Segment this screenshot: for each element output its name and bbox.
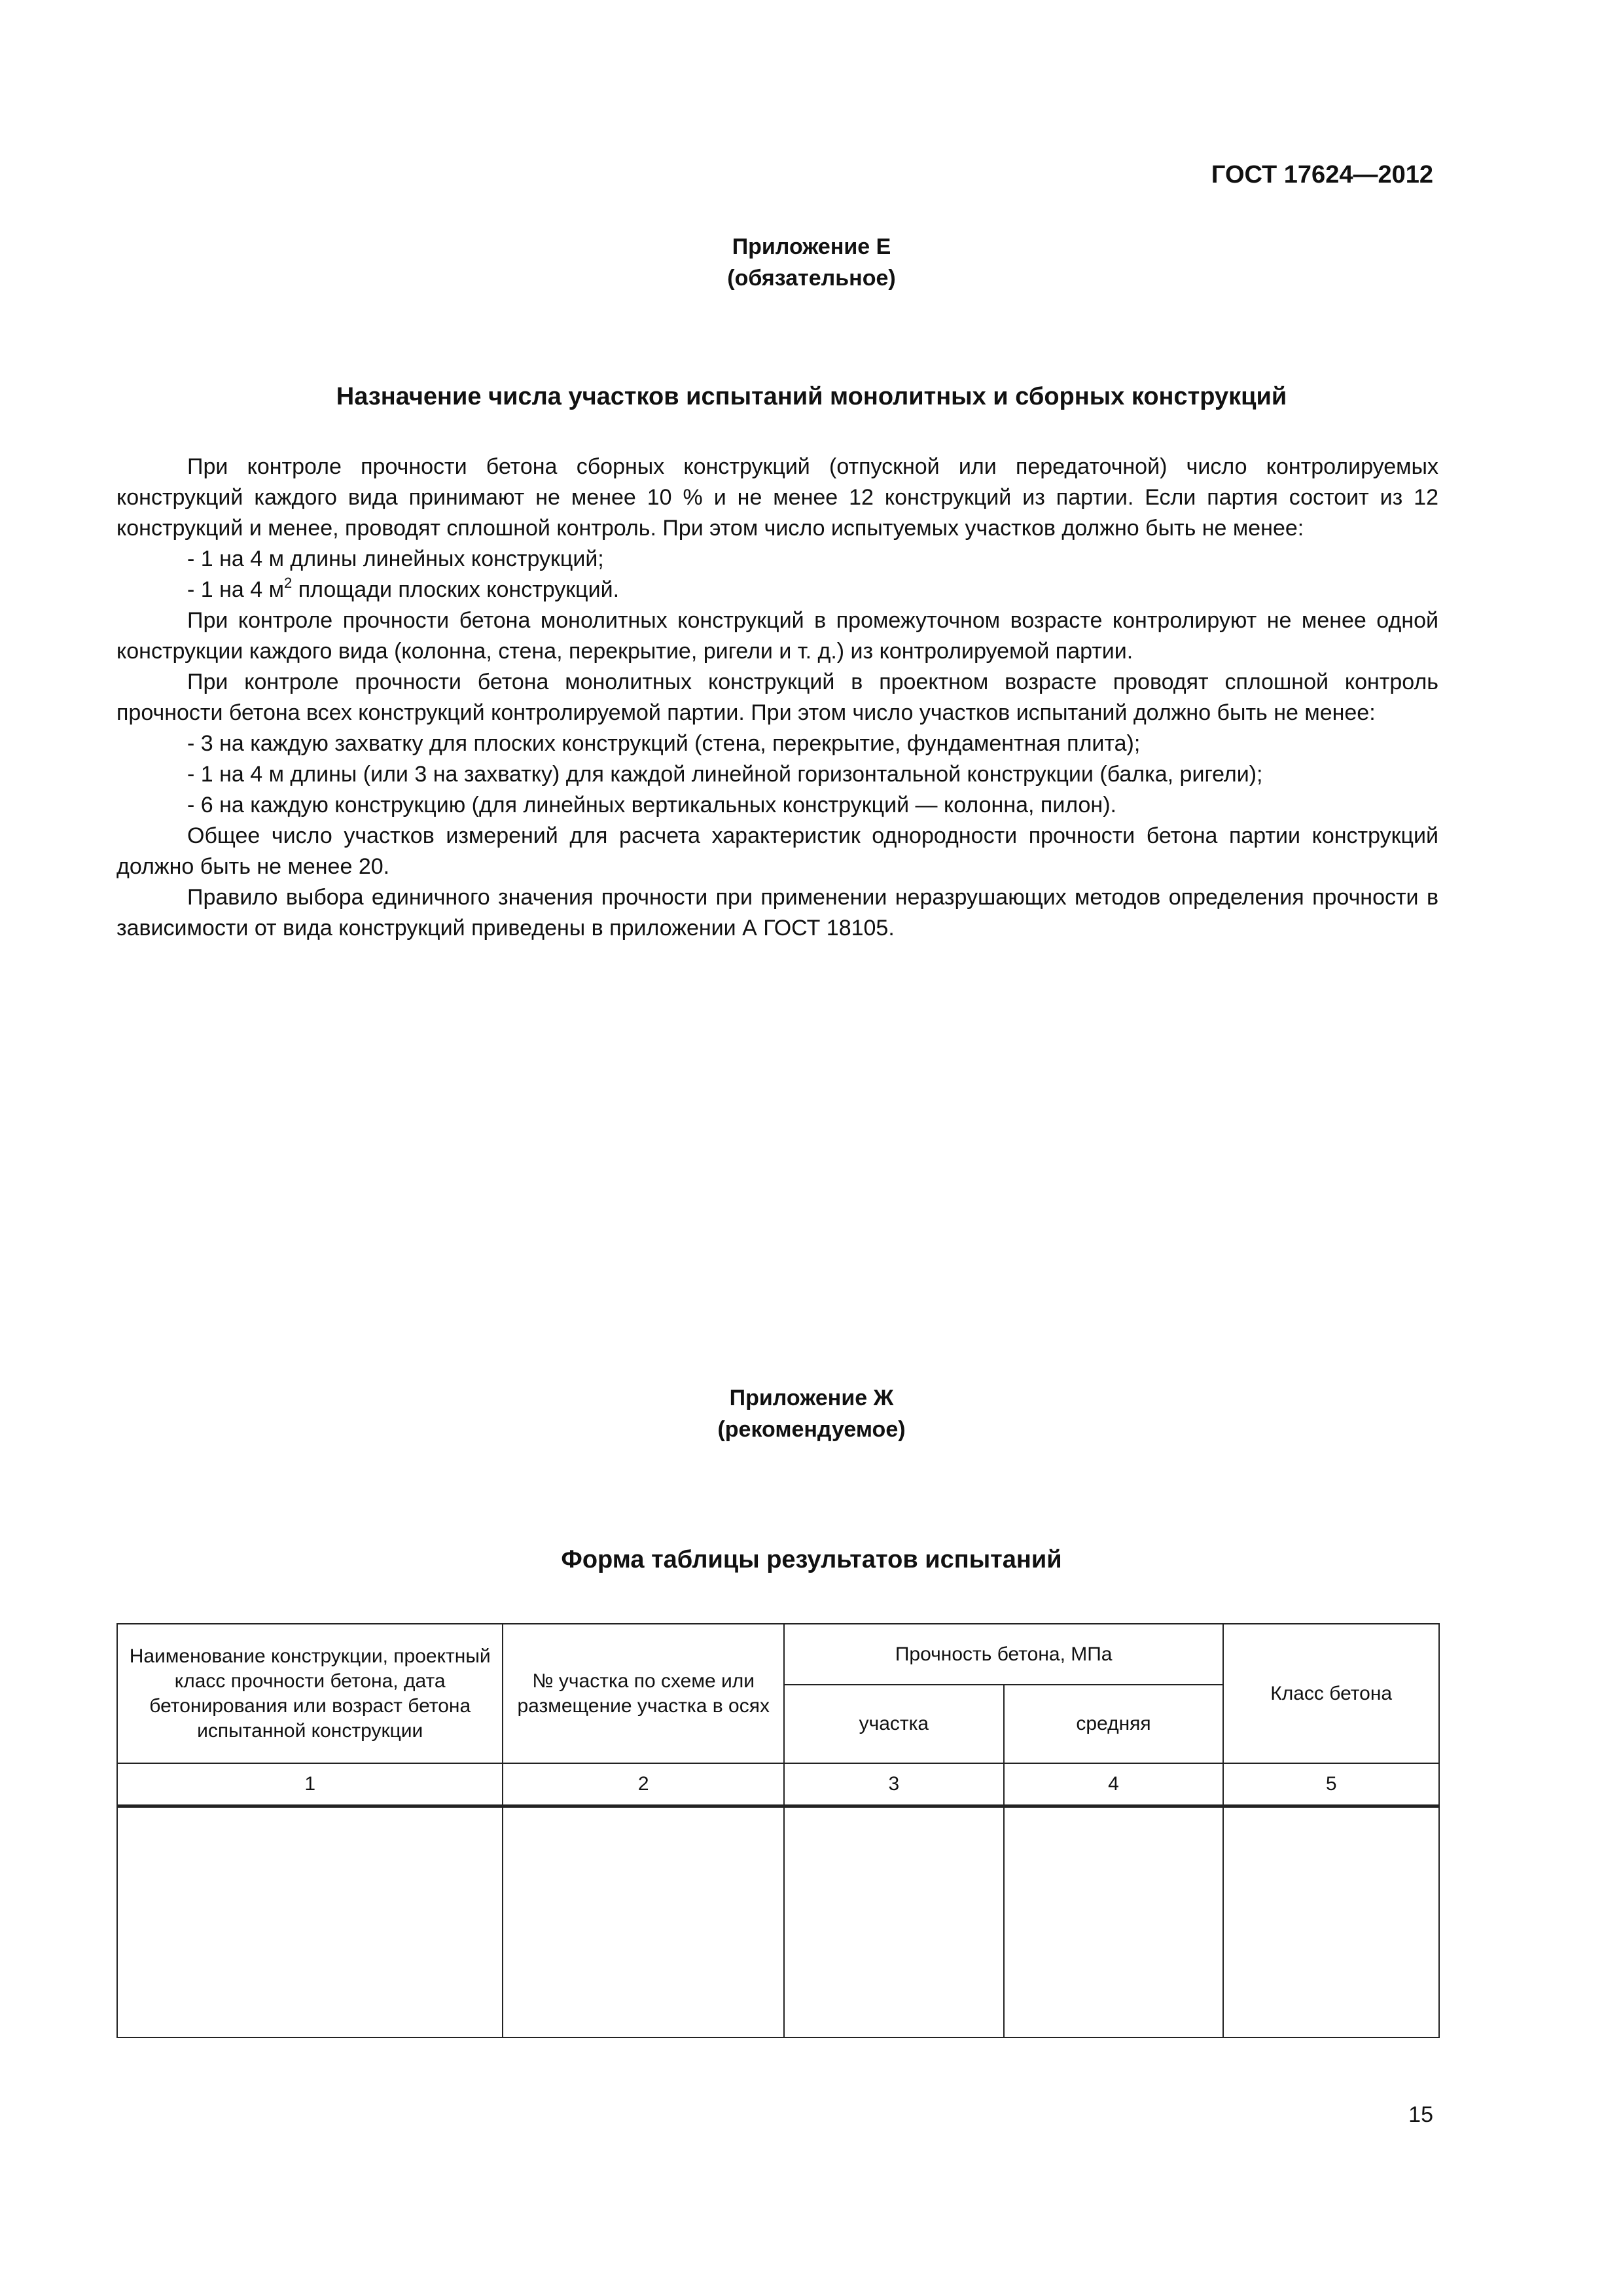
appendix-e-title: Назначение числа участков испытаний монолитных и сборных конструкций	[336, 383, 1287, 410]
table-cell	[503, 1806, 784, 2038]
results-table	[116, 1623, 1440, 2038]
header-concrete-class: Класс бетона	[1223, 1624, 1439, 1763]
page-number: 15	[1408, 2102, 1433, 2127]
header-section-strength: участка	[784, 1685, 1004, 1763]
appendix-zh-status: (рекомендуемое)	[717, 1417, 906, 1442]
table-empty-row	[117, 1806, 1439, 2038]
appendix-zh-heading	[0, 1382, 1623, 1445]
superscript-square: 2	[284, 575, 293, 591]
paragraph-selection-rule: Правило выбора единичного значения прочности при применении неразрушающих методов определения прочности в зависимости от вида конструкций приведены в приложении А ГОСТ 18105.	[116, 885, 1438, 941]
header-strength-group: Прочность бетона, МПа	[784, 1624, 1223, 1685]
header-mean-strength: средняя	[1004, 1685, 1224, 1763]
header-construction: Наименование конструкции, проектный класс прочности бетона, дата бетонирования или возраст бетона испытанной конструкции	[117, 1624, 503, 1763]
appendix-e-status: (обязательное)	[727, 266, 896, 291]
paragraph-intermediate-age: При контроле прочности бетона монолитных конструкций в промежуточном возрасте контролируют не менее одной конструкции каждого вида (колонна, стена, перекрытие, ригели и т. д.) из контролируемой партии.	[116, 608, 1438, 664]
paragraph-design-age: При контроле прочности бетона монолитных конструкций в проектном возрасте проводят сплошной контроль прочности бетона всех конструкций контролируемой партии. При этом число участков испытаний должно быть не менее:	[116, 670, 1438, 725]
paragraph-prefab-control: При контроле прочности бетона сборных конструкций (отпускной или передаточной) число контролируемых конструкций каждого вида принимают не менее 10 % и не менее 12 конструкций из партии. Если партия состоит из 12 конструкций и менее, проводят сплошной контроль. При этом число испытуемых участков должно быть не менее:	[116, 454, 1438, 541]
list-item-horizontal: - 1 на 4 м длины (или 3 на захватку) для каждой линейной горизонтальной конструкции (балка, ригели);	[187, 762, 1263, 787]
appendix-zh-label: Приложение Ж	[729, 1386, 894, 1410]
table-cell	[117, 1806, 503, 2038]
table-column-numbers-row	[117, 1763, 1439, 1806]
list-item-grip-flat: - 3 на каждую захватку для плоских конструкций (стена, перекрытие, фундаментная плита);	[187, 731, 1141, 756]
appendix-e-body	[116, 452, 1438, 944]
column-number: 1	[117, 1763, 503, 1806]
list-item-linear: - 1 на 4 м длины линейных конструкций;	[187, 547, 604, 571]
document-number: ГОСТ 17624—2012	[1211, 161, 1433, 188]
list-item-flat-text: - 1 на 4 м	[187, 577, 284, 602]
table-cell	[1004, 1806, 1224, 2038]
list-item-flat-text-end: площади плоских конструкций.	[292, 577, 620, 602]
list-item-vertical: - 6 на каждую конструкцию (для линейных вертикальных конструкций — колонна, пилон).	[187, 793, 1116, 817]
column-number: 4	[1004, 1763, 1224, 1806]
column-number: 5	[1223, 1763, 1439, 1806]
appendix-e-heading	[0, 231, 1623, 294]
list-item-flat	[116, 575, 1438, 605]
table-cell	[1223, 1806, 1439, 2038]
column-number: 2	[503, 1763, 784, 1806]
appendix-e-label: Приложение Е	[732, 234, 891, 259]
column-number: 3	[784, 1763, 1004, 1806]
paragraph-total-count: Общее число участков измерений для расчета характеристик однородности прочности бетона партии конструкций должно быть не менее 20.	[116, 823, 1438, 879]
appendix-zh-title: Форма таблицы результатов испытаний	[561, 1546, 1062, 1573]
table-cell	[784, 1806, 1004, 2038]
table-header-row	[117, 1624, 1439, 1685]
header-section-number: № участка по схеме или размещение участка в осях	[503, 1624, 784, 1763]
